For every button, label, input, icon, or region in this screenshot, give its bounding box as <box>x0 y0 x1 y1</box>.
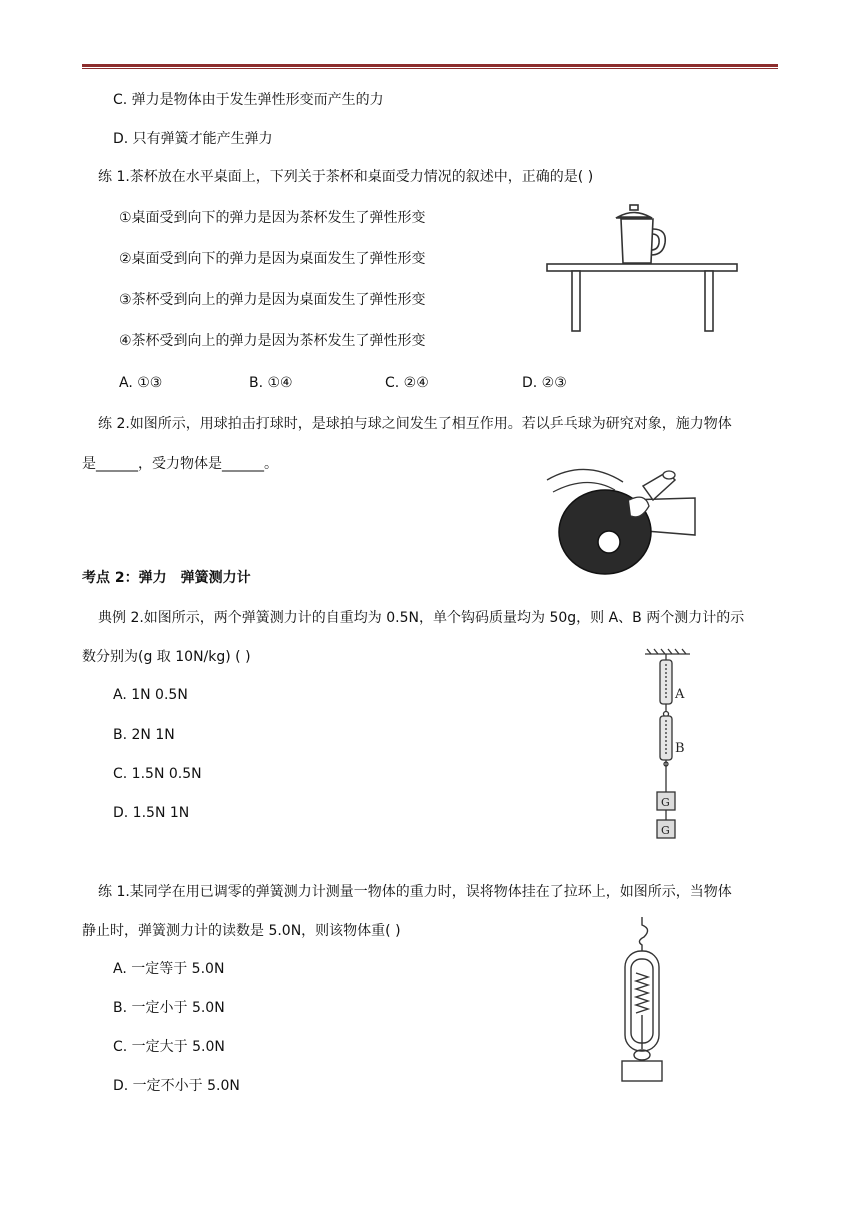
exercise-3-option-c: C. 一定大于 5.0N <box>113 1039 225 1055</box>
scale-b-label: B <box>675 741 685 756</box>
option-d: D. 只有弹簧才能产生弹力 <box>113 131 273 147</box>
ex1-option-b: B. ①④ <box>249 375 293 391</box>
exercise-2-line1: 练 2.如图所示，用球拍击打球时，是球拍与球之间发生了相互作用。若以乒乓球为研究对象，施力物体 <box>98 416 732 432</box>
ex1-option-a: A. ①③ <box>119 375 163 391</box>
section-heading-kaodian-2: 考点 2：弹力 弹簧测力计 <box>82 570 251 586</box>
exercise-3-line1: 练 1.某同学在用已调零的弹簧测力计测量一物体的重力时，误将物体挂在了拉环上，如图所示，当物体 <box>98 884 732 900</box>
example-2-option-a: A. 1N 0.5N <box>113 687 188 703</box>
weight-label-bottom: G <box>661 824 670 837</box>
statement-2: ②桌面受到向下的弹力是因为桌面发生了弹性形变 <box>119 251 426 267</box>
exercise-1-question: 练 1.茶杯放在水平桌面上，下列关于茶杯和桌面受力情况的叙述中，正确的是( ) <box>98 169 594 185</box>
statement-1: ①桌面受到向下的弹力是因为茶杯发生了弹性形变 <box>119 210 426 226</box>
scale-a-label: A <box>675 687 685 702</box>
exercise-3-option-d: D. 一定不小于 5.0N <box>113 1078 240 1094</box>
spring-scales-figure <box>640 648 710 844</box>
header-rule-thick <box>82 64 778 67</box>
teacup-table-figure <box>545 203 740 335</box>
example-2-option-c: C. 1.5N 0.5N <box>113 766 202 782</box>
exercise-3-line2: 静止时，弹簧测力计的读数是 5.0N，则该物体重( ) <box>82 923 401 939</box>
statement-4: ④茶杯受到向上的弹力是因为茶杯发生了弹性形变 <box>119 333 426 349</box>
exercise-2-line2: 是______，受力物体是______。 <box>82 456 278 472</box>
example-2-option-d: D. 1.5N 1N <box>113 805 190 821</box>
exercise-3-option-b: B. 一定小于 5.0N <box>113 1000 225 1016</box>
option-c: C. 弹力是物体由于发生弹性形变而产生的力 <box>113 92 384 108</box>
header-rule-thin <box>82 68 778 69</box>
ex1-option-d: D. ②③ <box>522 375 567 391</box>
example-2-line1: 典例 2.如图所示，两个弹簧测力计的自重均为 0.5N，单个钩码质量均为 50g，则 A、B 两个测力计的示 <box>98 610 745 626</box>
exercise-3-option-a: A. 一定等于 5.0N <box>113 961 225 977</box>
racket-ball-figure <box>545 460 700 578</box>
ex1-option-c: C. ②④ <box>385 375 429 391</box>
inverted-spring-scale-figure <box>618 915 666 1085</box>
example-2-option-b: B. 2N 1N <box>113 727 175 743</box>
weight-label-top: G <box>661 796 670 809</box>
example-2-line2: 数分别为(g 取 10N/kg) ( ) <box>82 649 251 665</box>
statement-3: ③茶杯受到向上的弹力是因为桌面发生了弹性形变 <box>119 292 426 308</box>
